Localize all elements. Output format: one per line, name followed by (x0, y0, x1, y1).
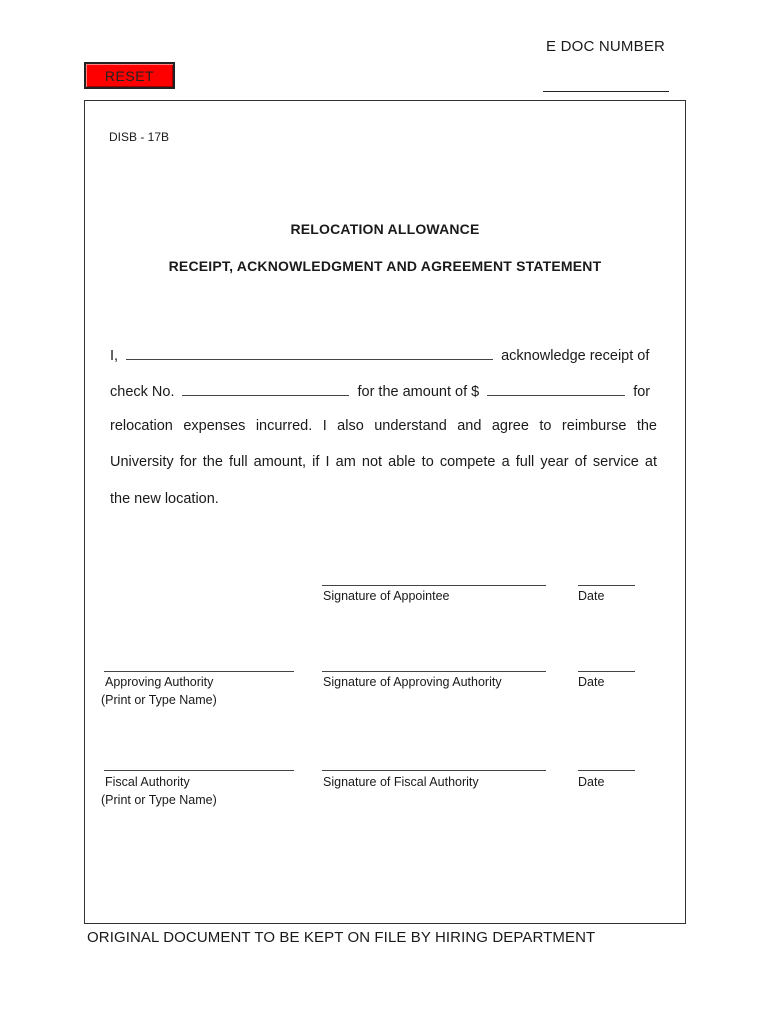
body-line-2-prefix: check No. (110, 384, 175, 400)
approving-name-line[interactable] (104, 671, 294, 672)
approving-name-note: (Print or Type Name) (101, 693, 217, 707)
reset-button[interactable]: RESET (84, 62, 175, 89)
approving-signature-label: Signature of Approving Authority (323, 675, 502, 689)
amount-field[interactable] (487, 395, 625, 396)
appointee-date-line[interactable] (578, 585, 635, 586)
fiscal-signature-label: Signature of Fiscal Authority (323, 775, 479, 789)
approving-date-line[interactable] (578, 671, 635, 672)
appointee-signature-label: Signature of Appointee (323, 589, 450, 603)
body-line-2-middle: for the amount of $ (357, 384, 480, 400)
approving-name-label: Approving Authority (105, 675, 214, 689)
body-line-5: the new location. (110, 491, 219, 507)
fiscal-signature-line[interactable] (322, 770, 546, 771)
appointee-name-field[interactable] (126, 359, 493, 360)
body-line-1-prefix: I, (110, 348, 119, 364)
fiscal-name-label: Fiscal Authority (105, 775, 190, 789)
approving-date-label: Date (578, 675, 605, 689)
check-number-field[interactable] (182, 395, 349, 396)
body-line-1 (110, 344, 657, 364)
body-line-2 (110, 380, 657, 400)
fiscal-date-label: Date (578, 775, 605, 789)
body-line-1-suffix: acknowledge receipt of (501, 348, 650, 364)
fiscal-date-line[interactable] (578, 770, 635, 771)
footer-note: ORIGINAL DOCUMENT TO BE KEPT ON FILE BY HIRING DEPARTMENT (87, 929, 596, 946)
appointee-signature-line[interactable] (322, 585, 546, 586)
form-subtitle: RECEIPT, ACKNOWLEDGMENT AND AGREEMENT STATEMENT (168, 258, 602, 274)
fiscal-name-note: (Print or Type Name) (101, 793, 217, 807)
body-line-4: University for the full amount, if I am not able to compete a full year of service at (110, 454, 657, 470)
body-line-2-suffix: for (633, 384, 651, 400)
body-line-3: relocation expenses incurred. I also understand and agree to reimburse the (110, 418, 657, 434)
edoc-number-label: E DOC NUMBER (546, 38, 666, 55)
form-title: RELOCATION ALLOWANCE (290, 221, 480, 237)
fiscal-name-line[interactable] (104, 770, 294, 771)
approving-signature-line[interactable] (322, 671, 546, 672)
form-id: DISB - 17B (109, 130, 170, 144)
edoc-number-field[interactable] (543, 91, 669, 92)
appointee-date-label: Date (578, 589, 605, 603)
